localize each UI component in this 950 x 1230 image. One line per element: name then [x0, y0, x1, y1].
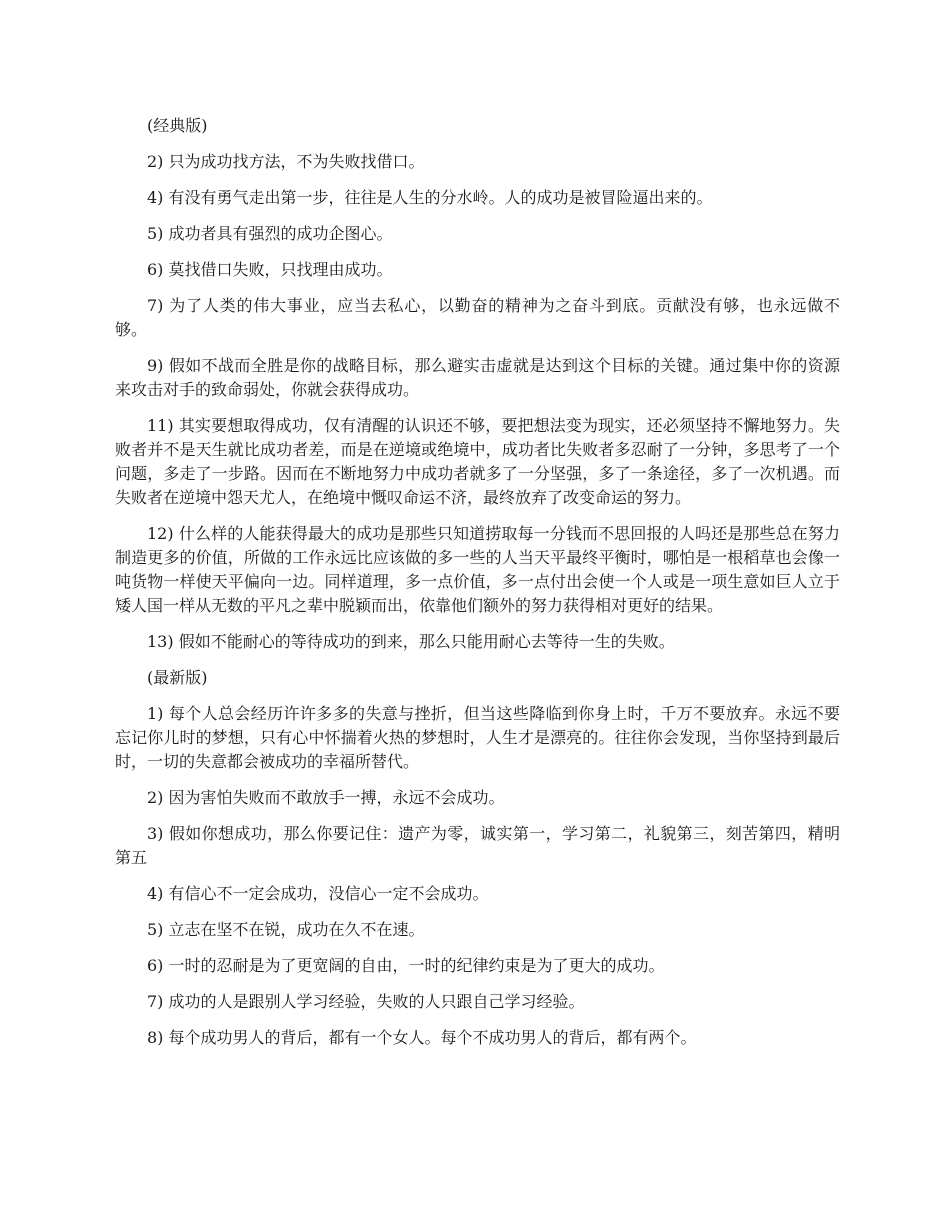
paragraph: 2) 因为害怕失败而不敢放手一搏，永远不会成功。 — [147, 788, 505, 807]
paragraph: 4) 有没有勇气走出第一步，往往是人生的分水岭。人的成功是被冒险逼出来的。 — [147, 188, 713, 207]
paragraph: 13) 假如不能耐心的等待成功的到来，那么只能用耐心去等待一生的失败。 — [147, 632, 675, 651]
paragraph: 11) 其实要想取得成功，仅有清醒的认识还不够，要把想法变为现实，还必须坚持不懈地努力。失败者并不是天生就比成功者差，而是在逆境或绝境中，成功者比失败者多忍耐了一分钟，多思考了一个问题，多走了一步路。因而在不断地努力中成功者就多了一分坚强，多了一条途径，多了一次机遇。而失败者在逆境中怨天尤人，在绝境中慨叹命运不济，最终放弃了改变命运的努力。 — [115, 416, 840, 507]
section-heading-latest: (最新版) — [147, 668, 208, 687]
paragraph: 4) 有信心不一定会成功，没信心一定不会成功。 — [147, 884, 489, 903]
paragraph: 12) 什么样的人能获得最大的成功是那些只知道捞取每一分钱而不思回报的人吗还是那些总在努力制造更多的价值，所做的工作永远比应该做的多一些的人当天平最终平衡时，哪怕是一根稻草也会像一吨货物一样使天平偏向一边。同样道理，多一点价值，多一点付出会使一个人或是一项生意如巨人立于矮人国一样从无数的平凡之辈中脱颖而出，依靠他们额外的努力获得相对更好的结果。 — [115, 524, 840, 615]
paragraph: 8) 每个成功男人的背后，都有一个女人。每个不成功男人的背后，都有两个。 — [147, 1028, 697, 1047]
paragraph: 5) 成功者具有强烈的成功企图心。 — [147, 224, 393, 243]
paragraph: 2) 只为成功找方法，不为失败找借口。 — [147, 152, 425, 171]
paragraph: 6) 一时的忍耐是为了更宽阔的自由，一时的纪律约束是为了更大的成功。 — [147, 956, 665, 975]
paragraph: 9) 假如不战而全胜是你的战略目标，那么避实击虚就是达到这个目标的关键。通过集中你的资源来攻击对手的致命弱处，你就会获得成功。 — [115, 356, 840, 399]
paragraph: 3) 假如你想成功，那么你要记住：遗产为零，诚实第一，学习第二，礼貌第三，刻苦第四，精明第五 — [115, 824, 840, 867]
paragraph: 7) 为了人类的伟大事业，应当去私心，以勤奋的精神为之奋斗到底。贡献没有够，也永远做不够。 — [115, 296, 840, 339]
paragraph: 1) 每个人总会经历许许多多的失意与挫折，但当这些降临到你身上时，千万不要放弃。永远不要忘记你儿时的梦想，只有心中怀揣着火热的梦想时，人生才是漂亮的。往往你会发现，当你坚持到最后时，一切的失意都会被成功的幸福所替代。 — [115, 704, 840, 771]
paragraph: 6) 莫找借口失败，只找理由成功。 — [147, 260, 393, 279]
document-body — [115, 114, 840, 1062]
section-heading-classic: (经典版) — [147, 116, 208, 135]
paragraph: 7) 成功的人是跟别人学习经验，失败的人只跟自己学习经验。 — [147, 992, 585, 1011]
paragraph: 5) 立志在坚不在锐，成功在久不在速。 — [147, 920, 425, 939]
